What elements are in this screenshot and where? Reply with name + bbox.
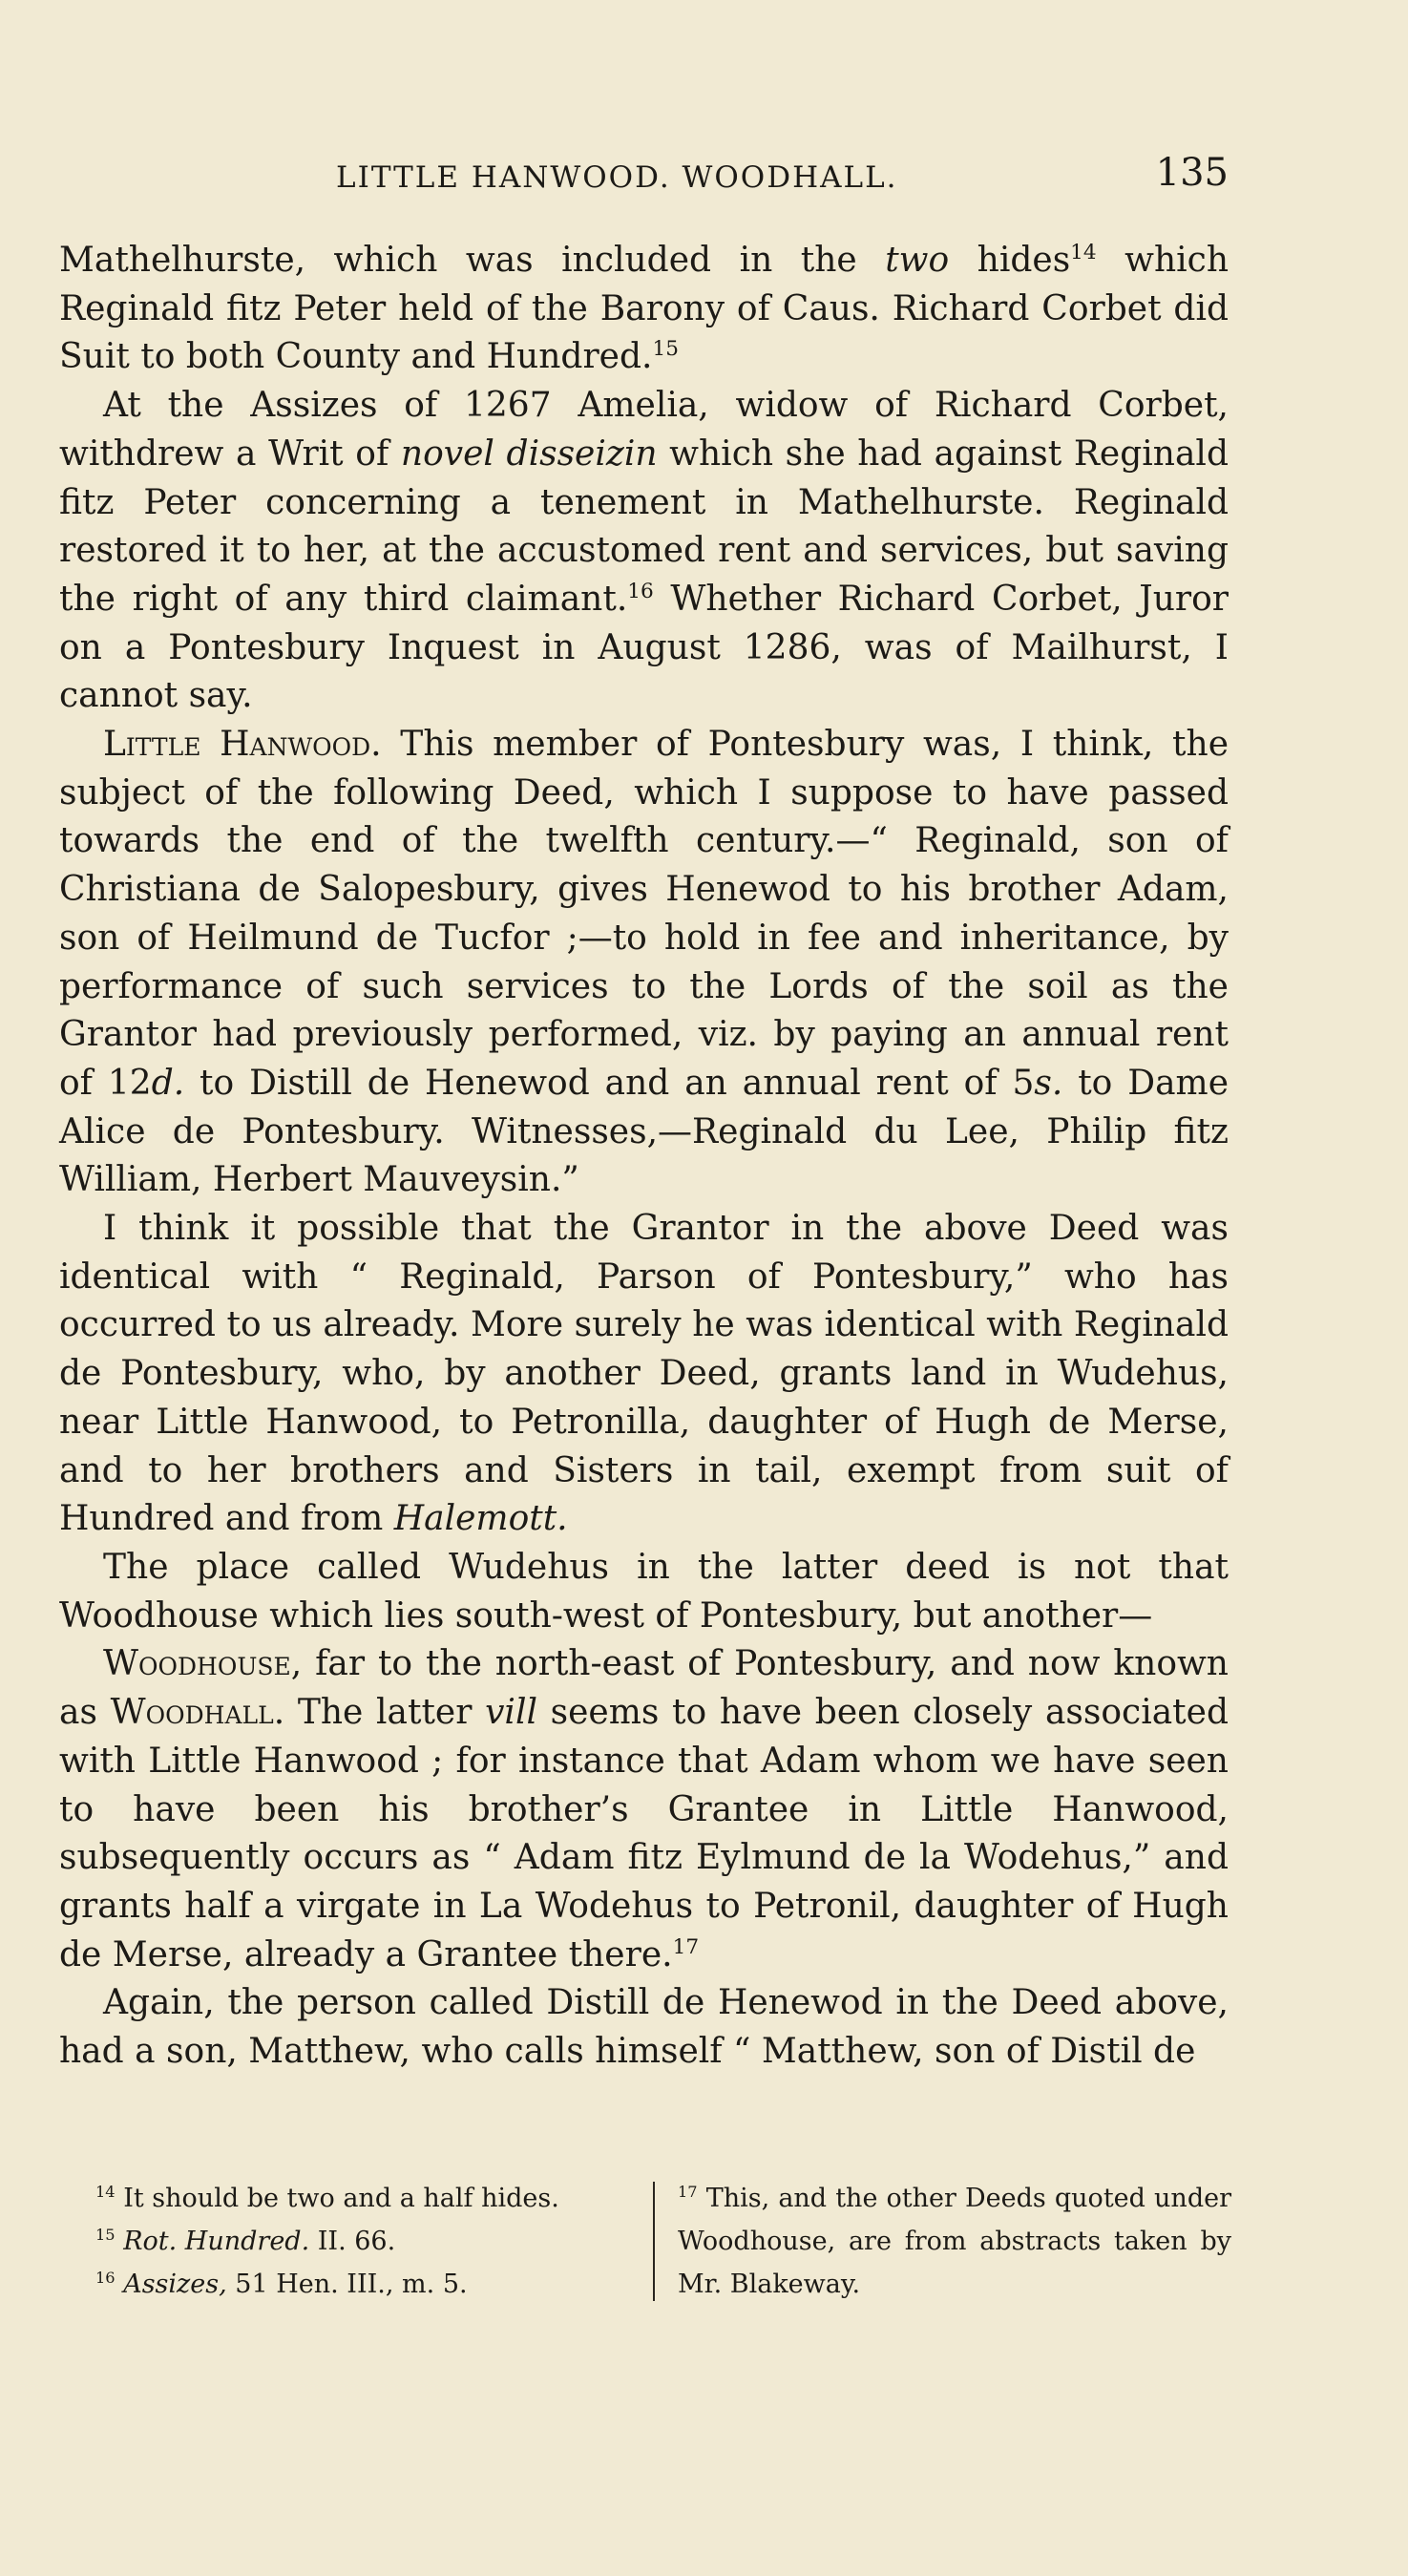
- body-text: [59, 237, 1229, 2077]
- page-header: [59, 151, 1229, 208]
- text-run: Whether Richard Corbet, Juror on a Pontesbury Inquest in August 1286, was of Mailhurst, I cannot say.: [59, 579, 1229, 716]
- text-run: The place called Wudehus in the latter deed is not that Woodhouse which lies south-west of Pontesbury, but another—: [59, 1547, 1229, 1636]
- footnotes: [95, 2177, 1231, 2301]
- footnote-16: [95, 2263, 630, 2306]
- text-run: At the Assizes of 1267 Amelia, widow of Richard Corbet, withdrew a Writ of: [59, 386, 1229, 474]
- italic-run: s.: [1034, 1063, 1063, 1103]
- footnote-ref-14: 14: [1070, 241, 1097, 264]
- paragraph-2: [59, 382, 1229, 721]
- italic-run: two: [885, 241, 950, 280]
- footnote-number: 16: [95, 2269, 116, 2287]
- paragraph-3: [59, 721, 1229, 1205]
- italic-run: Halemott.: [393, 1499, 568, 1539]
- footnote-ref-16: 16: [627, 579, 654, 603]
- footnote-column-divider: [653, 2182, 655, 2301]
- text-run: Again, the person called Distill de Henewod in the Deed above, had a son, Matthew, who calls himself “ Matthew, son of Distil de: [59, 1983, 1229, 2072]
- footnote-number: 15: [95, 2226, 116, 2244]
- running-title: LITTLE HANWOOD. WOODHALL.: [336, 160, 898, 195]
- paragraph-6: [59, 1640, 1229, 1979]
- text-run: This member of Pontesbury was, I think, the subject of the following Deed, which I suppose to have passed towards the end of the twelfth century.—“ Reginald, son of Christiana de Salopesbury, gives Henewod to his brother Adam, son of Heilmund de Tucfor ;—to hold in fee and inheritance, by performance of such services to the Lords of the soil as the Grantor had previously performed, viz. by paying an annual rent of 12: [59, 725, 1229, 1103]
- text-run: seems to have been closely associated with Little Hanwood ; for instance that Adam whom we have seen to have been his brother’s Grantee in Little Hanwood, subsequently occurs as “ Adam fitz Eylmund de la Wodehus,” and grants half a virgate in La Wodehus to Petronil, daughter of Hugh de Merse, already a Grantee there.: [59, 1693, 1229, 1974]
- footnote-text: It should be two and a half hides.: [123, 2184, 559, 2213]
- footnote-ref-15: 15: [652, 337, 679, 362]
- text-run: to Distill de Henewod and an annual rent of 5: [184, 1063, 1035, 1103]
- footnote-text: II. 66.: [309, 2227, 396, 2256]
- paragraph-7: [59, 1979, 1229, 2076]
- footnote-source-italic: Rot. Hundred.: [123, 2227, 310, 2256]
- section-heading-little-hanwood: Little Hanwood.: [103, 725, 382, 765]
- footnote-ref-17: 17: [672, 1934, 700, 1959]
- text-run: hides: [949, 241, 1071, 280]
- text-run: The latter: [284, 1693, 486, 1733]
- footnote-15: [95, 2220, 630, 2263]
- paragraph-5: [59, 1544, 1229, 1640]
- text-run: which Reginald fitz Peter held of the Barony of Caus. Richard Corbet did Suit to both County and Hundred.: [59, 241, 1229, 377]
- footnote-number: 14: [95, 2183, 116, 2201]
- paragraph-1: [59, 237, 1229, 382]
- text-run: far to the north-east of Pontesbury, and now known as: [59, 1644, 1229, 1733]
- footnote-text: This, and the other Deeds quoted under Woodhouse, are from abstracts taken by Mr. Blakeway.: [678, 2184, 1231, 2299]
- footnote-source-italic: Assizes,: [123, 2270, 227, 2299]
- text-run: which she had against Reginald fitz Peter concerning a tenement in Mathelhurste. Reginald restored it to her, at the accustomed rent and services, but saving the right of any third claimant.: [59, 433, 1229, 619]
- text-run: Mathelhurste, which was included in the: [59, 241, 886, 280]
- footnote-14: [95, 2177, 630, 2220]
- footnote-number: 17: [678, 2183, 698, 2201]
- footnote-text: 51 Hen. III., m. 5.: [226, 2270, 468, 2299]
- text-run: to Dame Alice de Pontesbury. Witnesses,—Reginald du Lee, Philip fitz William, Herbert Mauveysin.”: [59, 1063, 1229, 1200]
- page-number: 135: [1155, 151, 1229, 195]
- paragraph-4: [59, 1205, 1229, 1544]
- italic-run: novel disseizin: [400, 433, 658, 474]
- footnotes-left-column: [95, 2177, 630, 2306]
- italic-run: d.: [151, 1063, 185, 1103]
- footnote-17: [678, 2177, 1231, 2306]
- italic-run: vill: [485, 1693, 537, 1733]
- text-run: I think it possible that the Grantor in the above Deed was identical with “ Reginald, Parson of Pontesbury,” who has occurred to us already. More surely he was identical with Reginald de Pontesbury, who, by another Deed, grants land in Wudehus, near Little Hanwood, to Petronilla, daughter of Hugh de Merse, and to her brothers and Sisters in tail, exempt from suit of Hundred and from: [59, 1209, 1229, 1539]
- section-heading-woodhouse: Woodhouse,: [103, 1644, 303, 1684]
- section-heading-woodhall: Woodhall.: [110, 1693, 285, 1733]
